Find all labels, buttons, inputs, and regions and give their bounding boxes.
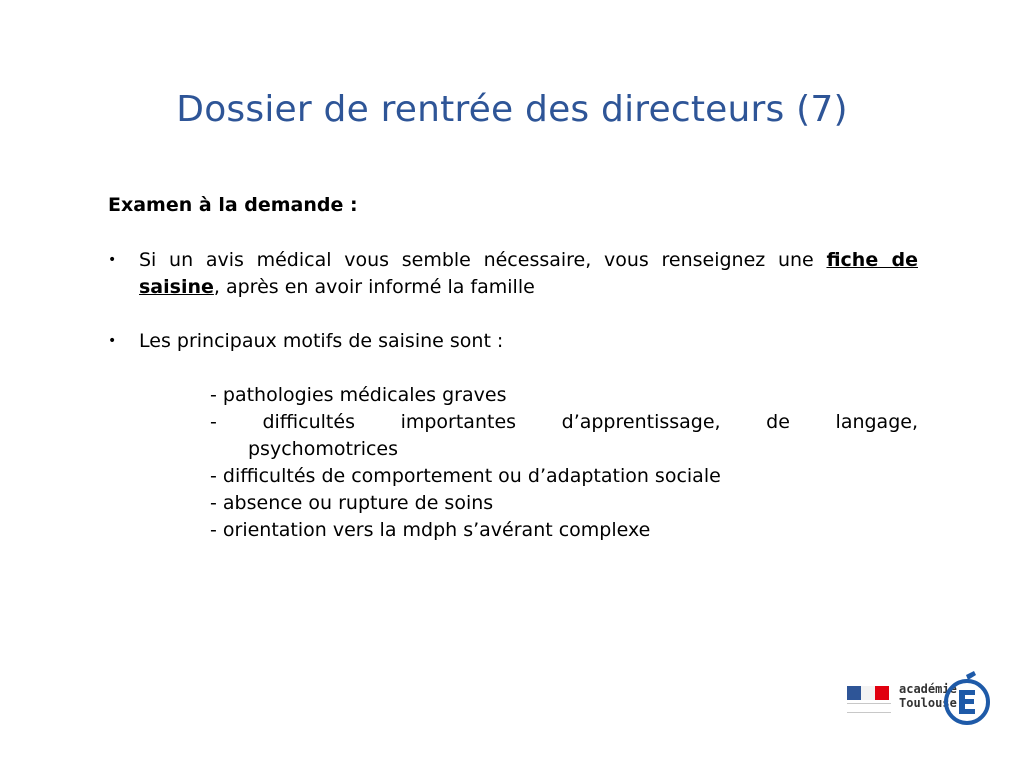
toulouse-label: Toulouse	[899, 696, 957, 710]
motif-item	[210, 409, 918, 463]
bullet-icon: •	[108, 333, 117, 349]
motifs-list	[210, 382, 918, 544]
bullet-text: Les principaux motifs de saisine sont :	[139, 330, 504, 352]
slide-title: Dossier de rentrée des directeurs (7)	[176, 89, 848, 130]
footer-logos	[843, 658, 999, 732]
bullet-item-motifs	[108, 328, 918, 355]
section-heading: Examen à la demande :	[108, 194, 358, 216]
motif-item: - difficultés de comportement ou d’adaptation sociale	[210, 465, 721, 487]
bullet-item-avis-medical	[108, 247, 918, 301]
slide-content	[108, 192, 918, 544]
republique-francaise-flag-icon	[847, 686, 889, 700]
bullet-text-after: , après en avoir informé la famille	[213, 276, 535, 298]
bullet-icon: •	[108, 252, 117, 268]
academie-e-logo-icon	[939, 670, 991, 726]
fiche-de-saisine-link[interactable]: fiche de saisine	[139, 249, 918, 298]
motif-item-continuation: psychomotrices	[248, 438, 399, 460]
academie-label: académie	[899, 682, 957, 696]
motif-item-line: - difficultés importantes d’apprentissage, de langage,	[210, 411, 918, 433]
motif-item: - orientation vers la mdph s’avérant complexe	[210, 519, 651, 541]
bullet-text-before: Si un avis médical vous semble nécessaire, vous renseignez une	[139, 249, 827, 271]
motif-item: - pathologies médicales graves	[210, 384, 507, 406]
motif-item: - absence ou rupture de soins	[210, 492, 494, 514]
republique-francaise-caption-icon	[847, 703, 891, 713]
